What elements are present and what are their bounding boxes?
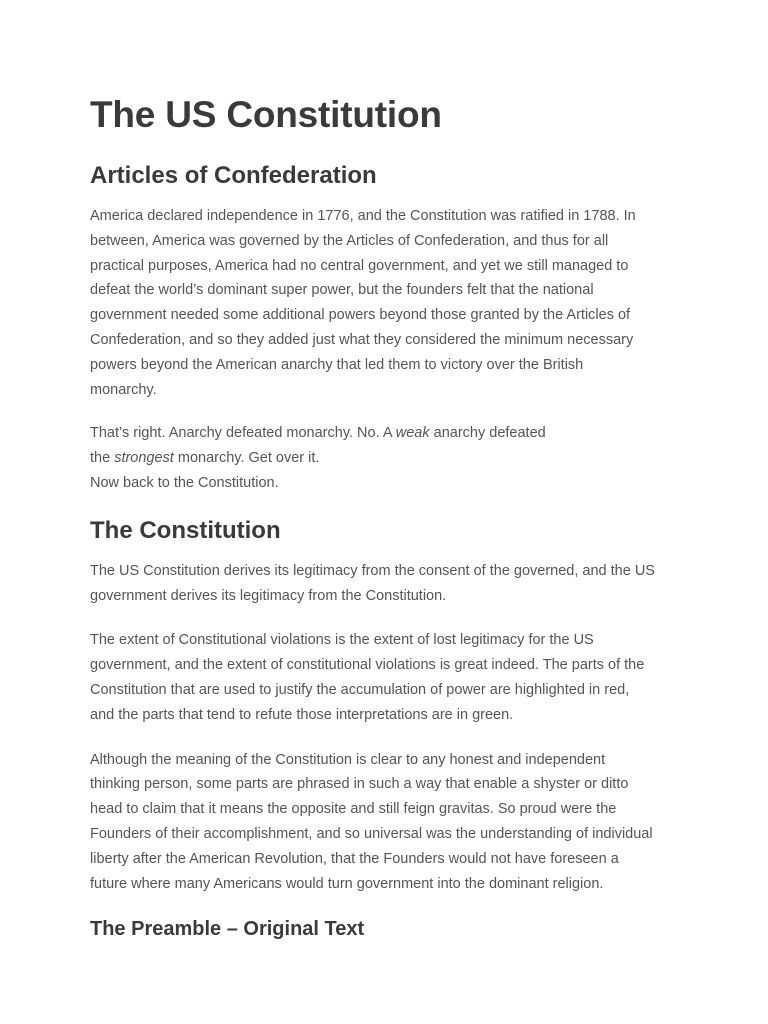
text-line: and the parts that tend to refute those interpretations are in green. xyxy=(90,706,514,723)
articles-paragraph-1 xyxy=(90,204,680,402)
text-line: practical purposes, America had no central government, and yet we still managed to xyxy=(90,257,629,274)
text-line: government derives its legitimacy from the Constitution. xyxy=(90,587,447,604)
text-line: head to claim that it means the opposite and still feign gravitas. So proud were the xyxy=(90,801,617,818)
text-line: defeat the world’s dominant super power, but the founders felt that the national xyxy=(90,282,594,299)
text-line: between, America was governed by the Articles of Confederation, and thus for all xyxy=(90,232,609,249)
text-line: Founders of their accomplishment, and so universal was the understanding of individual xyxy=(90,825,653,842)
text-fragment: That’s right. Anarchy defeated monarchy. No. A xyxy=(90,425,396,442)
text-line: The US Constitution derives its legitimacy from the consent of the governed, and the US xyxy=(90,562,655,579)
text-line: Confederation, and so they added just what they considered the minimum necessary xyxy=(90,331,634,348)
section-heading-preamble: The Preamble – Original Text xyxy=(90,918,365,941)
text-line: The extent of Constitutional violations is the extent of lost legitimacy for the US xyxy=(90,632,594,649)
text-line: Constitution that are used to justify the accumulation of power are highlighted in red, xyxy=(90,681,630,698)
emphasis-strongest: strongest xyxy=(114,450,174,467)
text-line: powers beyond the American anarchy that led them to victory over the British xyxy=(90,356,584,373)
articles-paragraph-2 xyxy=(90,421,680,495)
section-heading-articles: Articles of Confederation xyxy=(90,162,377,189)
constitution-paragraph-1 xyxy=(90,559,680,609)
text-line: Now back to the Constitution. xyxy=(90,474,279,491)
text-line: future where many Americans would turn government into the dominant religion. xyxy=(90,875,604,892)
section-heading-constitution: The Constitution xyxy=(90,516,281,544)
text-line: America declared independence in 1776, and the Constitution was ratified in 1788. In xyxy=(90,208,636,224)
emphasis-weak: weak xyxy=(395,425,430,442)
text-line: government, and the extent of constitutional violations is great indeed. The parts of the xyxy=(90,657,645,674)
text-line: Although the meaning of the Constitution is clear to any honest and independent xyxy=(90,751,606,768)
text-fragment: the xyxy=(90,450,115,467)
page-title: The US Constitution xyxy=(90,94,442,135)
text-fragment: anarchy defeated xyxy=(429,425,546,442)
constitution-paragraph-2 xyxy=(90,628,680,727)
text-line: government needed some additional powers beyond those granted by the Articles of xyxy=(90,307,631,324)
text-fragment: monarchy. Get over it. xyxy=(173,450,320,467)
text-line: liberty after the American Revolution, that the Founders would not have foreseen a xyxy=(90,850,619,867)
text-line: monarchy. xyxy=(90,381,157,398)
constitution-paragraph-3 xyxy=(90,748,680,897)
text-line: thinking person, some parts are phrased in such a way that enable a shyster or ditto xyxy=(90,776,629,793)
